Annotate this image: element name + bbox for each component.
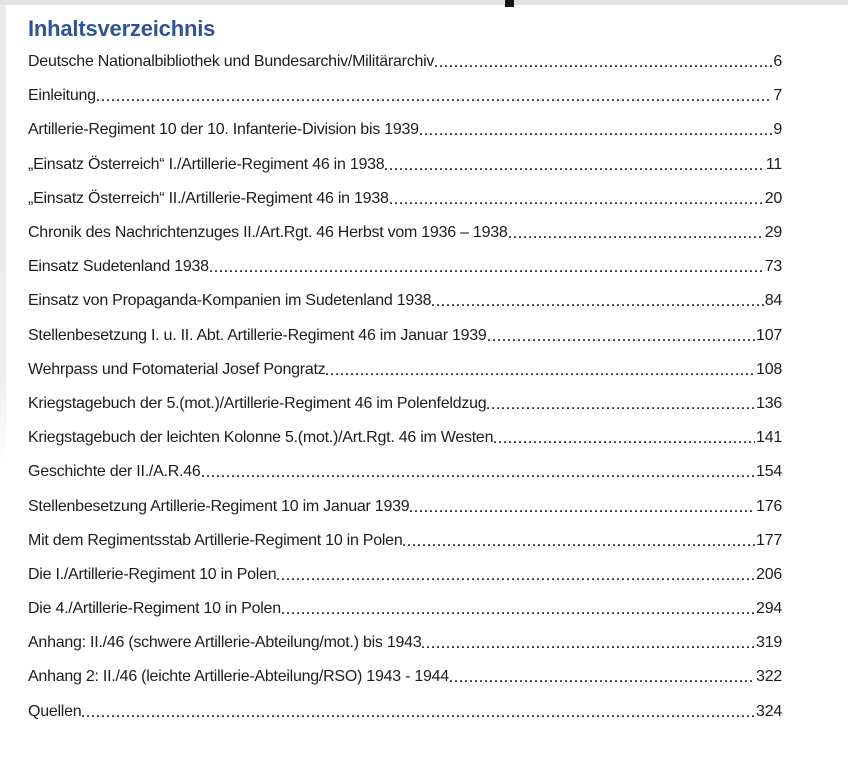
toc-page-number: 294 — [756, 600, 782, 618]
toc-entry-title: Die I./Artillerie-Regiment 10 in Polen — [28, 565, 277, 583]
toc-entry[interactable] — [28, 45, 782, 79]
toc-entry-title: Kriegstagebuch der leichten Kolonne 5.(mot.)/Art.Rgt. 46 im Westen — [28, 429, 494, 447]
toc-page-number: 29 — [764, 224, 782, 242]
page-edge-shadow — [0, 5, 6, 465]
toc-entry-title: Stellenbesetzung I. u. II. Abt. Artillerie-Regiment 46 im Januar 1939 — [28, 326, 487, 344]
toc-entry-title: Wehrpass und Fotomaterial Josef Pongratz — [28, 360, 326, 378]
toc-page-number: 7 — [773, 87, 782, 105]
toc-page-number: 108 — [756, 360, 782, 378]
toc-page-number: 319 — [756, 634, 782, 652]
toc-entry-title: Anhang 2: II./46 (leichte Artillerie-Abteilung/RSO) 1943 - 1944 — [28, 668, 449, 686]
dotted-leader — [494, 430, 755, 446]
dotted-leader — [487, 396, 755, 412]
dotted-leader — [509, 225, 764, 241]
dotted-leader — [82, 704, 755, 720]
dotted-leader — [385, 157, 764, 173]
dotted-leader — [410, 499, 755, 515]
dotted-leader — [326, 362, 755, 378]
toc-entry[interactable] — [28, 216, 782, 250]
toc-entry-title: Einsatz von Propaganda-Kompanien im Sudetenland 1938 — [28, 292, 432, 310]
toc-entry-title: Geschichte der II./A.R.46 — [28, 463, 201, 481]
dotted-leader — [210, 259, 764, 275]
toc-entry[interactable] — [28, 524, 782, 558]
toc-page-number: 9 — [773, 121, 782, 139]
dotted-leader — [97, 88, 773, 104]
toc-page-number: 176 — [756, 497, 782, 515]
dotted-leader — [488, 328, 755, 344]
toc-entry-title: Quellen — [28, 702, 82, 720]
toc-page-number: 177 — [756, 531, 782, 549]
toc-page-number: 73 — [764, 258, 782, 276]
toc-entry[interactable] — [28, 182, 782, 216]
toc-entry-title: Chronik des Nachrichtenzuges II./Art.Rgt. 46 Herbst vom 1936 – 1938 — [28, 224, 508, 242]
document-page — [28, 0, 782, 720]
toc-entry-title: Deutsche Nationalbibliothek und Bundesarchiv/Militärarchiv — [28, 53, 435, 71]
toc-heading: Inhaltsverzeichnis — [28, 16, 216, 41]
toc-entry-title: Einsatz Sudetenland 1938 — [28, 258, 209, 276]
toc-page-number: 324 — [756, 702, 782, 720]
toc-entry[interactable] — [28, 113, 782, 147]
dotted-leader — [422, 635, 755, 651]
toc-entry-title: Mit dem Regimentsstab Artillerie-Regiment 10 in Polen — [28, 531, 403, 549]
toc-entry-title: Anhang: II./46 (schwere Artillerie-Abteilung/mot.) bis 1943 — [28, 634, 422, 652]
toc-entry[interactable] — [28, 695, 782, 729]
dotted-leader — [403, 533, 755, 549]
toc-entry[interactable] — [28, 387, 782, 421]
toc-page-number: 20 — [764, 189, 782, 207]
toc-entry[interactable] — [28, 626, 782, 660]
toc-entry[interactable] — [28, 148, 782, 182]
toc-entry-title: Kriegstagebuch der 5.(mot.)/Artillerie-Regiment 46 im Polenfeldzug — [28, 394, 487, 412]
dotted-leader — [420, 122, 773, 138]
toc-entry[interactable] — [28, 79, 782, 113]
toc-entry-title: „Einsatz Österreich“ II./Artillerie-Regiment 46 in 1938 — [28, 189, 389, 207]
toc-entry[interactable] — [28, 455, 782, 489]
dotted-leader — [432, 293, 763, 309]
dotted-leader — [450, 669, 755, 685]
dotted-leader — [282, 601, 755, 617]
toc-entry[interactable] — [28, 660, 782, 694]
toc-page-number: 11 — [765, 155, 782, 173]
toc-entry-title: „Einsatz Österreich“ I./Artillerie-Regiment 46 in 1938 — [28, 155, 385, 173]
toc-page-number: 6 — [773, 53, 782, 71]
toc-entry[interactable] — [28, 319, 782, 353]
toc-entry[interactable] — [28, 558, 782, 592]
dotted-leader — [390, 191, 764, 207]
toc-entry-list — [28, 45, 782, 729]
toc-entry-title: Einleitung — [28, 87, 96, 105]
dotted-leader — [435, 54, 772, 70]
toc-page-number: 141 — [756, 429, 782, 447]
toc-page-number: 136 — [756, 394, 782, 412]
toc-entry[interactable] — [28, 592, 782, 626]
toc-entry-title: Stellenbesetzung Artillerie-Regiment 10 im Januar 1939 — [28, 497, 410, 515]
toc-entry[interactable] — [28, 489, 782, 523]
toc-entry-title: Artillerie-Regiment 10 der 10. Infanterie-Division bis 1939 — [28, 121, 419, 139]
dotted-leader — [202, 464, 756, 480]
toc-page-number: 206 — [756, 565, 782, 583]
toc-entry[interactable] — [28, 284, 782, 318]
toc-entry[interactable] — [28, 421, 782, 455]
toc-entry[interactable] — [28, 250, 782, 284]
dotted-leader — [277, 567, 755, 583]
toc-entry[interactable] — [28, 353, 782, 387]
toc-page-number: 84 — [764, 292, 782, 310]
toc-page-number: 107 — [756, 326, 782, 344]
toc-entry-title: Die 4./Artillerie-Regiment 10 in Polen — [28, 600, 281, 618]
toc-page-number: 154 — [756, 463, 782, 481]
toc-page-number: 322 — [756, 668, 782, 686]
